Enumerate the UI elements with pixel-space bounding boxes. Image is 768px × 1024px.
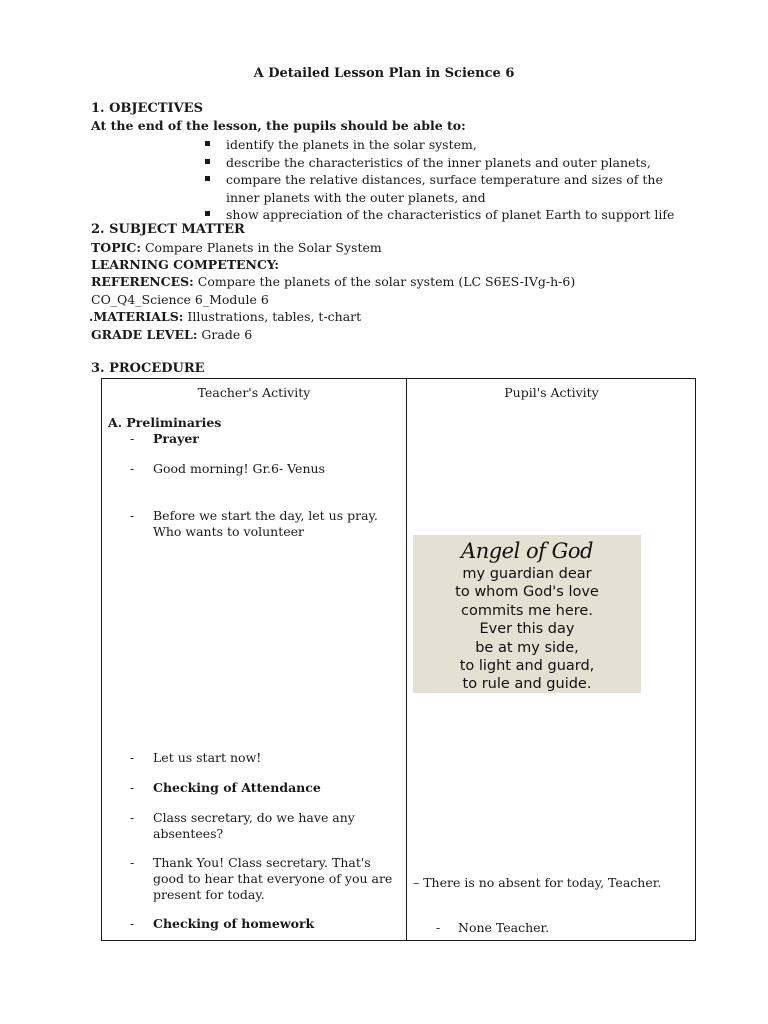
objective-item: identify the planets in the solar system, <box>205 136 685 154</box>
procedure-heading: 3. PROCEDURE <box>91 361 205 376</box>
objectives-intro: At the end of the lesson, the pupils should be able to: <box>91 118 466 133</box>
objectives-heading: 1. OBJECTIVES <box>91 101 203 116</box>
teacher-item-prayer: Prayer <box>153 431 199 446</box>
competency-label: LEARNING COMPETENCY: <box>91 257 279 272</box>
grade-level-line <box>91 327 252 342</box>
topic-value: Compare Planets in the Solar System <box>144 240 382 255</box>
references-label: REFERENCES: <box>91 274 194 289</box>
preliminaries-heading: A. Preliminaries <box>108 415 222 430</box>
prayer-line: commits me here. <box>461 602 593 619</box>
teacher-item-start: Let us start now! <box>153 750 262 765</box>
materials-label: .MATERIALS: <box>89 309 184 324</box>
prayer-line: my guardian dear <box>462 566 592 582</box>
teacher-item-thankyou: Thank You! Class secretary. That's good to hear that everyone of you are present for today. <box>153 855 393 902</box>
teacher-item-attendance: Checking of Attendance <box>153 780 321 795</box>
topic-label: TOPIC: <box>91 240 141 255</box>
grade-level-value: Grade 6 <box>201 327 253 342</box>
pupil-response-homework: None Teacher. <box>458 920 550 935</box>
subject-matter-heading: 2. SUBJECT MATTER <box>91 222 245 237</box>
angel-of-god-prayer-image <box>413 535 641 693</box>
dash-marker: - <box>130 750 135 765</box>
document-title: A Detailed Lesson Plan in Science 6 <box>253 66 515 81</box>
materials-value: Illustrations, tables, t-chart <box>187 309 362 324</box>
references-value: Compare the planets of the solar system (LC S6ES-IVg-h-6) <box>197 274 576 289</box>
teacher-item-pray: Before we start the day, let us pray. Who wants to volunteer <box>153 508 378 539</box>
prayer-line: be at my side, <box>475 639 579 656</box>
topic-line <box>91 240 382 255</box>
objective-item: compare the relative distances, surface temperature and sizes of the inner planets with the outer planets, and <box>205 171 685 206</box>
prayer-line: to light and guard, <box>459 658 595 675</box>
teacher-item-homework: Checking of homework <box>153 916 315 931</box>
objective-item: show appreciation of the characteristics of planet Earth to support life <box>205 206 685 224</box>
dash-marker: - <box>130 508 135 523</box>
materials-line <box>89 309 361 324</box>
dash-marker: - <box>130 916 135 931</box>
dash-marker: - <box>130 810 135 825</box>
dash-marker: - <box>130 780 135 795</box>
dash-marker: - <box>130 431 135 446</box>
teacher-item-absentees: Class secretary, do we have any absentees? <box>153 810 355 841</box>
pupil-activity-header: Pupil's Activity <box>504 385 599 400</box>
dash-marker: - <box>436 920 441 935</box>
pupil-response-attendance: – There is no absent for today, Teacher. <box>413 875 662 890</box>
grade-level-label: GRADE LEVEL: <box>91 327 198 342</box>
prayer-title: Angel of God <box>461 539 593 563</box>
dash-marker: - <box>130 461 135 476</box>
prayer-line: Ever this day <box>479 621 575 638</box>
references-line <box>91 274 575 289</box>
objective-item: describe the characteristics of the inner planets and outer planets, <box>205 154 685 172</box>
module-line: CO_Q4_Science 6_Module 6 <box>91 292 269 307</box>
dash-marker: - <box>130 855 135 870</box>
teacher-item-greeting: Good morning! Gr.6- Venus <box>153 461 325 476</box>
prayer-line: to whom God's love <box>455 584 599 601</box>
table-column-divider <box>406 378 407 941</box>
prayer-line: to rule and guide. <box>462 676 592 693</box>
teacher-activity-header: Teacher's Activity <box>197 385 311 400</box>
objectives-list <box>205 136 685 224</box>
